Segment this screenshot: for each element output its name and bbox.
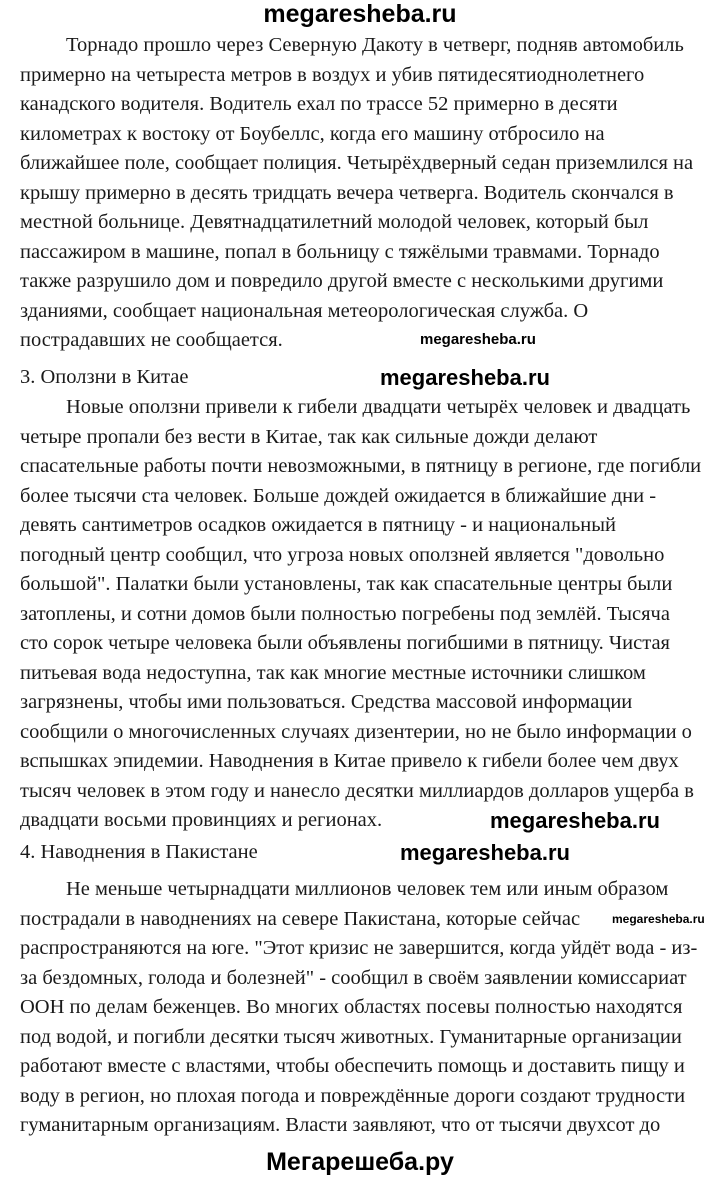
section-heading-pakistan: 4. Наводнения в Пакистане xyxy=(20,841,258,863)
text-line: спасательные работы почти невозможными, в пятницу в регионе, где погибли xyxy=(20,455,702,477)
text-line: также разрушило дом и повредило другой вместе с несколькими другими xyxy=(20,270,664,292)
watermark: megaresheba.ru xyxy=(380,365,550,390)
text-line: погодный центр сообщил, что угроза новых оползней является "довольно xyxy=(20,543,665,566)
text-line: вспышках эпидемии. Наводнения в Китае привело к гибели более чем двух xyxy=(20,750,679,772)
watermark: megaresheba.ru xyxy=(420,331,536,348)
text-line: Торнадо прошло через Северную Дакоту в четверг, подняв автомобиль xyxy=(66,34,684,56)
text-line: большой". Палатки были установлены, так как спасательные центры были xyxy=(20,573,673,595)
paragraph-china xyxy=(20,393,720,836)
text-line: сто сорок четыре человека были объявлены погибшими в пятницу. Чистая xyxy=(20,632,670,654)
text-line: четыре пропали без вести в Китае, так как сильные дожди делают xyxy=(20,425,598,448)
text-line: воду в регион, но плохая погода и повреждённые дороги создают трудности xyxy=(20,1084,686,1107)
text-line: работают вместе с властями, чтобы обеспечить помощь и доставить пищу и xyxy=(20,1055,685,1077)
text-line: местной больнице. Девятнадцатилетний молодой человек, который был xyxy=(20,211,649,233)
site-header: megaresheba.ru xyxy=(263,0,457,28)
text-line: крышу примерно в десять тридцать вечера четверга. Водитель скончался в xyxy=(20,181,674,204)
text-line: пассажиром в машине, попал в больницу с тяжёлыми травмами. Торнадо xyxy=(20,240,660,263)
text-line: примерно на четыреста метров в воздух и убив пятидесятиоднолетнего xyxy=(20,63,645,86)
text-line: двадцати восьми провинциях и регионах. xyxy=(20,809,383,831)
text-line: затоплены, и сотни домов были полностью погребены под землёй. Тысяча xyxy=(20,602,670,625)
site-footer: Мегарешеба.ру xyxy=(266,1148,454,1176)
text-line: девять сантиметров осадков ожидается в пятницу - и национальный xyxy=(20,514,617,536)
text-line: под водой, и погибли десятки тысяч животных. Гуманитарные организации xyxy=(20,1025,682,1048)
watermark: megaresheba.ru xyxy=(400,840,570,865)
text-line: Не меньше четырнадцати миллионов человек тем или иным образом xyxy=(66,878,669,900)
text-line: пострадали в наводнениях на севере Пакистана, которые сейчас xyxy=(20,907,581,930)
paragraph-tornado xyxy=(20,31,720,356)
text-line: ООН по делам беженцев. Во многих областях посевы полностью находятся xyxy=(20,996,683,1018)
section-heading-china: 3. Оползни в Китае xyxy=(20,366,189,388)
text-line: километрах к востоку от Боубеллс, когда его машину отбросило на xyxy=(20,122,605,145)
text-line: канадского водителя. Водитель ехал по трассе 52 примерно в десяти xyxy=(20,93,618,115)
watermark: megaresheba.ru xyxy=(490,808,660,833)
text-line: гуманитарным организациям. Власти заявляют, что от тысячи двухсот до xyxy=(20,1114,661,1136)
text-line: зданиями, сообщает национальная метеорологическая служба. О xyxy=(20,299,589,322)
text-line: Новые оползни привели к гибели двадцати четырёх человек и двадцать xyxy=(66,396,691,418)
text-line: распространяются на юге. "Этот кризис не завершится, когда уйдёт вода - из- xyxy=(20,937,698,959)
text-line: ближайшее поле, сообщает полиция. Четырёхдверный седан приземлился на xyxy=(20,152,694,174)
text-line: сообщили о многочисленных случаях дизентерии, но не было информации о xyxy=(20,720,692,743)
text-line: пострадавших не сообщается. xyxy=(20,329,283,351)
watermark: megaresheba.ru xyxy=(612,912,705,926)
text-line: питьевая вода недоступна, так как многие местные источники слишком xyxy=(20,661,646,684)
text-line: более тысячи ста человек. Больше дождей ожидается в ближайшие дни - xyxy=(20,484,657,507)
text-line: за бездомных, голода и болезней" - сообщил в своём заявлении комиссариат xyxy=(20,966,687,989)
text-line: тысяч человек в этом году и нанесло десятки миллиардов долларов ущерба в xyxy=(20,779,694,802)
text-line: загрязнены, чтобы ими пользоваться. Средства массовой информации xyxy=(20,691,633,713)
